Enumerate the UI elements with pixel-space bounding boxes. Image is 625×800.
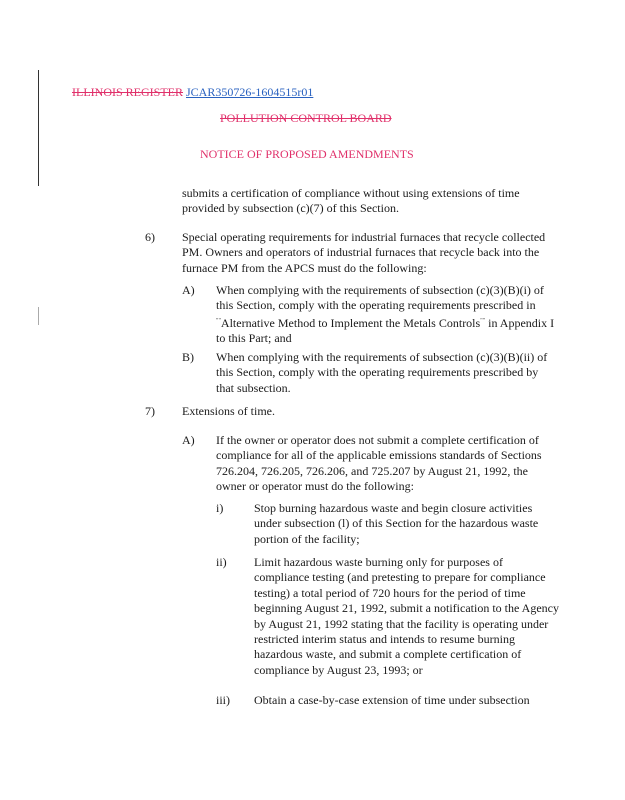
item-7-label: 7) [145,404,155,418]
item-7a-label: A) [182,433,195,447]
struck-register-title: ILLINOIS REGISTER [72,85,183,99]
continuation-paragraph: submits a certification of compliance without using extensions of time provided by subsection (c)(7) of this Section. [182,186,520,216]
item-6-label: 6) [145,230,155,244]
item-6-text: Special operating requirements for industrial furnaces that recycle collected PM. Owners and operators of industrial furnaces that recycle back into the furnace PM from the APCS must do the following: [182,230,546,275]
change-bar [38,70,39,186]
item-7aii-label: ii) [216,555,227,569]
change-bar-faint [38,307,39,325]
item-7aiii-text: Obtain a case-by-case extension of time under subsection [254,693,530,707]
struck-board-title: POLLUTION CONTROL BOARD [220,111,392,125]
item-6a-post: in Appendix I to this Part; and [216,315,555,346]
item-7ai-label: i) [216,501,224,515]
item-6a-label: A) [182,283,195,297]
item-6a-text [216,283,556,347]
item-6b-text: When complying with the requirements of subsection (c)(3)(B)(ii) of this Section, comply with the operating requirements prescribed by that subsection. [216,350,548,395]
item-6a-title: Alternative Method to Implement the Metals Controls [220,315,481,330]
register-header [72,85,313,100]
jcar-id: JCAR350726-1604515r01 [186,85,314,99]
item-7ai-text: Stop burning hazardous waste and begin closure activities under subsection (l) of this Section for the hazardous waste portion of the facility; [254,501,539,546]
item-6b-label: B) [182,350,194,364]
item-7a-text: If the owner or operator does not submit a complete certification of compliance for all of the applicable emissions standards of Sections 726.204, 726.205, 726.206, and 725.207 by August 21, 1992, the owner or operator must do the following: [216,433,542,494]
item-7aiii-label: iii) [216,693,230,707]
item-6a-pre: When complying with the requirements of subsection (c)(3)(B)(i) of this Section, comply with the operating requirements prescribed in [216,283,544,313]
quote-mark-close: "" [480,317,486,324]
item-7aii-text: Limit hazardous waste burning only for purposes of compliance testing (and pretesting to prepare for compliance testing) a total period of 720 hours for the period of time beginning August 21, 1992, submit a notification to the Agency by August 21, 1992 stating that the facility is operating under restricted interim status and intends to resume burning hazardous waste, and submit a complete certification of compliance by August 23, 1993; or [254,555,559,677]
item-7-text: Extensions of time. [182,404,275,418]
notice-title: NOTICE OF PROPOSED AMENDMENTS [200,147,414,161]
quote-mark-open: "" [216,317,221,324]
